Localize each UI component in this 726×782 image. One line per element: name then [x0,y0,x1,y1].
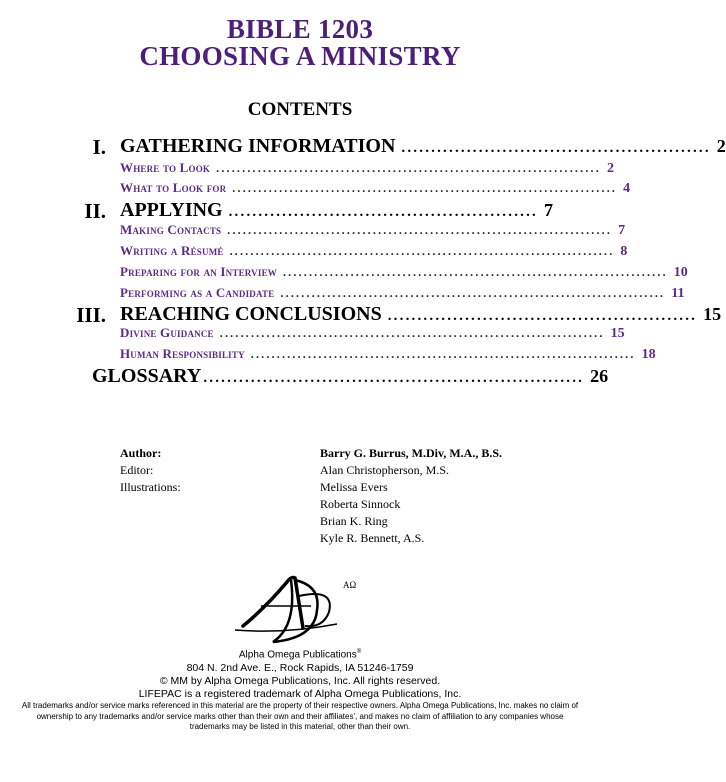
toc-leader-dots: ................................................................ [203,370,585,386]
toc-page-number: 15 [610,326,625,341]
toc-section-row[interactable] [120,303,722,326]
trademark-notice: LIFEPAC is a registered trademark of Alpha Omega Publications, Inc. [138,688,462,700]
toc-page-number: 18 [641,347,656,362]
document-title-line-2: CHOOSING A MINISTRY [139,41,461,71]
legal-fine-print: All trademarks and/or service marks referenced in this material are the property of their respective owners. Alpha Omega Publications, Inc. makes no claim of ownership to any trademarks and/or service marks other than their own and their affiliates', and makes no claim of affiliation to any companies whose trademarks may be listed in this material, other than their own. [21,701,579,731]
publisher-name: Alpha Omega Publications® [238,649,362,661]
toc-section-title: REACHING CONCLUSIONS [120,303,382,325]
publisher-address: 804 N. 2nd Ave. E., Rock Rapids, IA 51246-1759 [186,662,414,674]
toc-leader-dots: .......................................................................... [232,181,618,195]
toc-section-title: GATHERING INFORMATION [120,135,396,157]
toc-subsection-title: Making Contacts [120,222,222,237]
toc-page-number: 10 [673,265,688,280]
publisher-name-text: Alpha Omega Publications [238,649,357,661]
toc-leader-dots: .......................................................................... [250,347,636,361]
toc-page-number: 11 [671,286,685,301]
toc-section-row[interactable] [120,135,726,158]
toc-page-number: 2 [716,136,726,156]
toc-page-number: 4 [623,181,631,196]
credits-values [320,445,502,547]
document-title-line-1: BIBLE 1203 [226,14,374,44]
illustrator-name: Melissa Evers [320,480,388,494]
illustrations-label: Illustrations: [120,480,181,494]
toc-leader-dots: .......................................................................... [282,265,668,279]
toc-leader-dots: .......................................................................... [227,223,613,237]
toc-leader-dots: .......................................................................... [280,286,666,300]
contents-heading: CONTENTS [247,99,353,120]
section-numeral: II. [84,199,106,223]
toc-page-number: 2 [606,161,614,176]
toc-subsection-row[interactable] [120,222,626,239]
illustrator-name: Roberta Sinnock [320,497,401,511]
toc-subsection-title: Where to Look [120,160,211,175]
toc-glossary-title: GLOSSARY [92,365,202,387]
section-numeral: I. [92,135,106,159]
toc-leader-dots: .................................................... [228,204,539,220]
editor-name: Alan Christopherson, M.S. [320,463,449,477]
editor-label: Editor: [120,463,154,477]
copyright-notice: © MM by Alpha Omega Publications, Inc. All rights reserved. [159,675,441,687]
toc-section-row[interactable] [120,199,554,222]
toc-leader-dots: .................................................... [387,308,698,324]
toc-subsection-row[interactable] [120,346,656,363]
author-name: Barry G. Burrus, M.Div, M.A., B.S. [320,446,502,460]
toc-glossary-row[interactable] [92,365,609,388]
section-numeral: III. [76,303,106,327]
toc-page-number: 15 [703,304,722,324]
toc-subsection-title: Human Responsibility [120,346,245,361]
toc-leader-dots: .......................................................................... [216,161,601,175]
logo-letters: AΩ [343,580,357,590]
toc-subsection-title: Divine Guidance [120,325,214,340]
credits-labels [120,445,181,496]
toc-page-number: 26 [590,366,609,386]
toc-subsection-row[interactable] [120,180,631,197]
toc-subsection-title: Preparing for an Interview [120,264,277,279]
toc-page-number: 8 [620,244,628,259]
toc-leader-dots: .................................................... [401,140,711,156]
toc-subsection-title: Performing as a Candidate [120,285,275,300]
toc-subsection-row[interactable] [120,325,625,342]
toc-section-title: APPLYING [120,199,223,221]
alpha-omega-logo-icon [225,568,375,648]
toc-page-number: 7 [544,200,554,220]
illustrator-name: Brian K. Ring [320,514,388,528]
illustrator-name: Kyle R. Bennett, A.S. [320,531,425,545]
toc-subsection-row[interactable] [120,285,685,302]
toc-subsection-title: Writing a Résumé [120,243,224,258]
toc-leader-dots: .......................................................................... [229,244,615,258]
toc-subsection-row[interactable] [120,160,614,177]
toc-leader-dots: .......................................................................... [219,326,605,340]
toc-subsection-row[interactable] [120,243,628,260]
author-label: Author: [120,446,162,460]
toc-subsection-row[interactable] [120,264,688,281]
toc-page-number: 7 [618,223,626,238]
toc-subsection-title: What to Look for [120,180,227,195]
